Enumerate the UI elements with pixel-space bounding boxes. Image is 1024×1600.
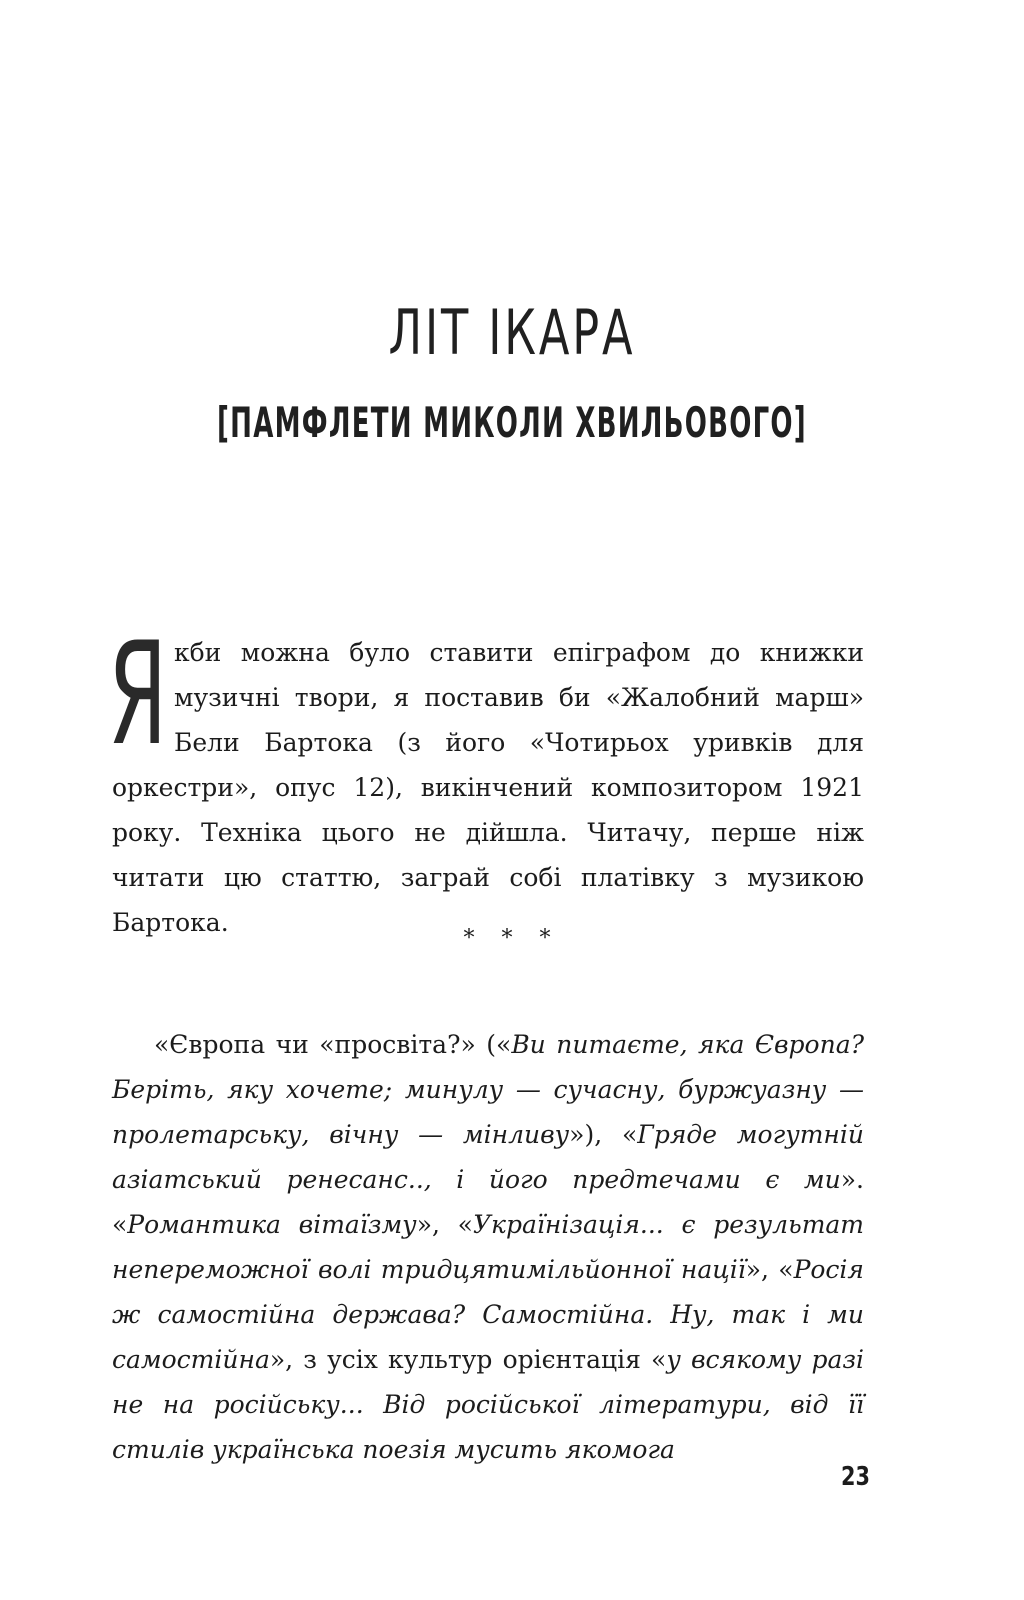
quote-italic: Романтика вітаїзму — [127, 1210, 417, 1239]
section-separator: * * * — [463, 926, 561, 951]
seg: », « — [745, 1255, 794, 1284]
intro-paragraph-text: кби можна було ставити епіграфом до книжки музичні твори, я поставив би «Жалобний марш» Бели Бартока (з його «Чотирьох уривків для оркестри», опус 12), викінчений композитором 1921 року. Техніка цього не дійшла. Читачу, перше ніж читати цю статтю, заграй собі платівку з музикою Бартока. — [112, 638, 864, 937]
intro-paragraph — [108, 612, 864, 945]
chapter-subtitle: [ПАМФЛЕТИ МИКОЛИ ХВИЛЬОВОГО] — [217, 398, 807, 447]
seg: «Європа чи «просвіта?» (« — [154, 1030, 512, 1059]
page-number: 23 — [841, 1462, 870, 1492]
body-paragraph — [112, 1022, 864, 1472]
drop-cap: Я — [108, 612, 168, 777]
quote-italic: Ви питаєте, яка Європа? Беріть, яку хочете; минулу — сучасну, буржуазну — пролетарську, вічну — мінливу — [112, 1030, 864, 1149]
seg: ». « — [112, 1165, 864, 1239]
seg: », з усіх культур орієнтація « — [269, 1345, 667, 1374]
chapter-title: ЛІТ ІКАРА — [388, 296, 636, 369]
seg: »), « — [569, 1120, 638, 1149]
quote-italic: Росія ж самостійна держава? Самостійна. Ну, так і ми самостійна — [112, 1255, 864, 1374]
seg: », « — [416, 1210, 473, 1239]
quote-italic: у всякому разі не на російську... Від російської літератури, від її стилів українська поезія мусить якомога — [112, 1345, 864, 1464]
quote-italic: Гряде могутній азіатський ренесанс.., і його предтечами є ми — [112, 1120, 864, 1194]
quote-italic: Українізація... є результат непереможної волі тридцятимільйонної нації — [112, 1210, 865, 1284]
